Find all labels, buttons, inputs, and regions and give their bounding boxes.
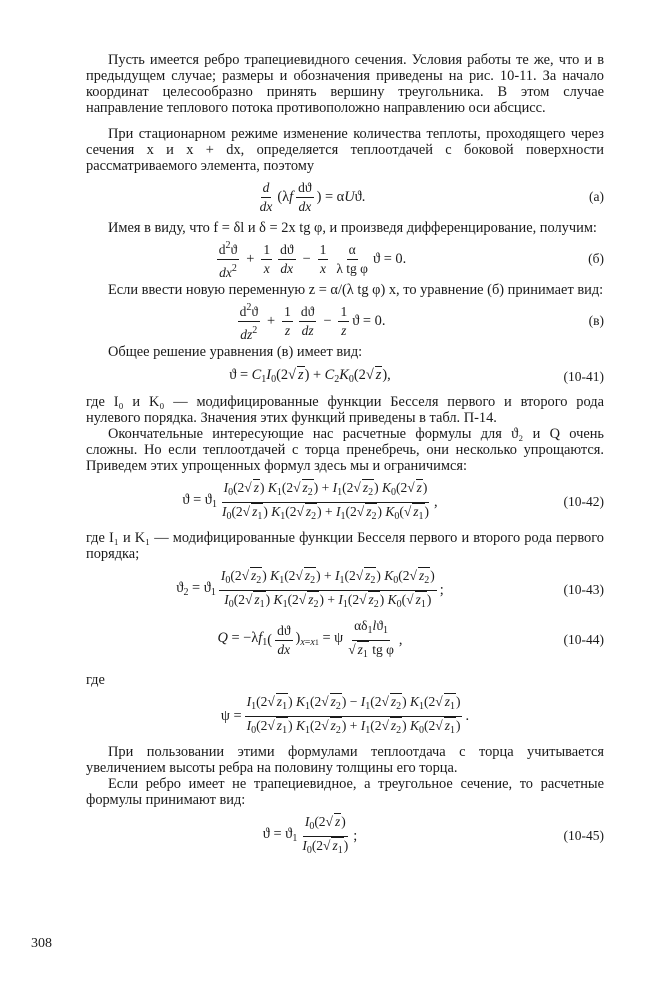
equation-number: (в) [588, 313, 604, 328]
paragraph-7: Окончательные интересующие нас расчетные формулы для ϑ₂ и Q очень сложны. Но если теплоотдачей с торца пренебречь, они несколько упрощаются. Приведем этих упрощенных формул здесь мы и ограничимся: [86, 426, 604, 474]
paragraph-9: где [86, 672, 105, 688]
equation-10-43: $ϑ_2 = ϑ_1$ $\frac{I_0(2√ z_2) K_1(2√ z_2) + I_1(2√ z_2) K_0(2√ z_2)}{I_0(2√ z_1) K_1(2√ z_2) + I_1(2√ z_2) K_0(√ z_1)}$ ; (10-43) [176, 567, 604, 610]
equation-10-44: $Q = -\lambda f_1$ ( $\frac{dϑ}{dx}$ )$_{x=x1} = \psi$ $\frac{\alpha\delta_1lϑ_1}{√ z_1 tg \varphi}$ , (10-44) [217, 617, 604, 660]
equation-psi: ψ = $\frac{I_1(2√ z_1) K_1(2√ z_2) - I_1(2√ z_2) K_1(2√ z_1)}{I_0(2√ z_1) K_1(2√ z_2) + I_1(2√ z_2) K_0(2√ z_1)}$ . [220, 693, 470, 736]
paragraph-3: Имея в виду, что f = δl и δ = 2x tg φ, и произведя дифференцирование, получим: [108, 220, 597, 236]
equation-10-45: $ϑ = ϑ_1$ $\frac{I_0(2√ z)}{I_0(2√ z_1)}$ ; (10-45) [262, 813, 604, 856]
equation-number: (б) [588, 251, 604, 266]
equation-10-42: $ϑ = ϑ_1$ $\frac{I_0(2√ z) K_1(2√ z_2) + I_1(2√ z_2) K_0(2√ z)}{I_0(2√ z_1) K_1(2√ z_2) + I_1(2√ z_2) K_0(√ z_1)}$ , (10-42) [182, 479, 604, 522]
paragraph-4: Если ввести новую переменную z = α/(λ tg φ) x, то уравнение (б) принимает вид: [108, 282, 604, 298]
equation-number: (10-41) [563, 369, 604, 384]
equation-b: $\frac{d^2ϑ}{dx^2}$ + $\frac{1}{x}$ $\frac{dϑ}{dx}$ − $\frac{1}{x}$ $\frac{\alpha}{\text{λ tg φ}}$ ϑ = 0. (б) [218, 239, 604, 280]
paragraph-11: Если ребро имеет не трапециевидное, а треугольное сечение, то расчетные формулы принимают вид: [86, 776, 604, 808]
equation-10-41: $ϑ = C_1I_0(2√$ $z) + C_2K_0(2√$ z), (10-41) [229, 366, 604, 385]
equation-number: (10-42) [563, 494, 604, 509]
paragraph-1: Пусть имеется ребро трапециевидного сечения. Условия работы те же, что и в предыдущем случае; размеры и обозначения приведены на рис. 10-11. За начало координат целесообразно принять вершину треугольника. В этом случае направление теплового потока противоположно направлению оси абсцисс. [86, 52, 604, 116]
page-number: 308 [31, 936, 52, 951]
equation-a: $\frac{d}{dx}$ (λf $\frac{dϑ}{dx}$ ) = αUϑ. (а) [259, 179, 604, 214]
equation-number: (10-44) [563, 632, 604, 647]
equation-number: (10-43) [563, 582, 604, 597]
paragraph-10: При пользовании этими формулами теплоотдача с торца учитывается увеличением высоты ребра на половину толщины его торца. [86, 744, 604, 776]
document-page [86, 52, 604, 864]
equation-number: (а) [589, 189, 604, 204]
equation-v: $\frac{d^2ϑ}{dz^2}$ + $\frac{1}{z}$ $\frac{dϑ}{dz}$ − $\frac{1}{z}$ ϑ = 0. (в) [239, 301, 604, 342]
paragraph-2: При стационарном режиме изменение количества теплоты, проходящего через сечения x и x + dx, определяется теплоотдачей с боковой поверхности рассматриваемого элемента, поэтому [86, 126, 604, 174]
paragraph-6: где I₀ и K₀ — модифицированные функции Бесселя первого и второго рода нулевого порядка. Значения этих функций приведены в табл. П-14. [86, 394, 604, 426]
equation-number: (10-45) [563, 828, 604, 843]
paragraph-8: где I₁ и K₁ — модифицированные функции Бесселя первого и второго рода первого порядка; [86, 530, 604, 562]
paragraph-5: Общее решение уравнения (в) имеет вид: [108, 344, 363, 360]
